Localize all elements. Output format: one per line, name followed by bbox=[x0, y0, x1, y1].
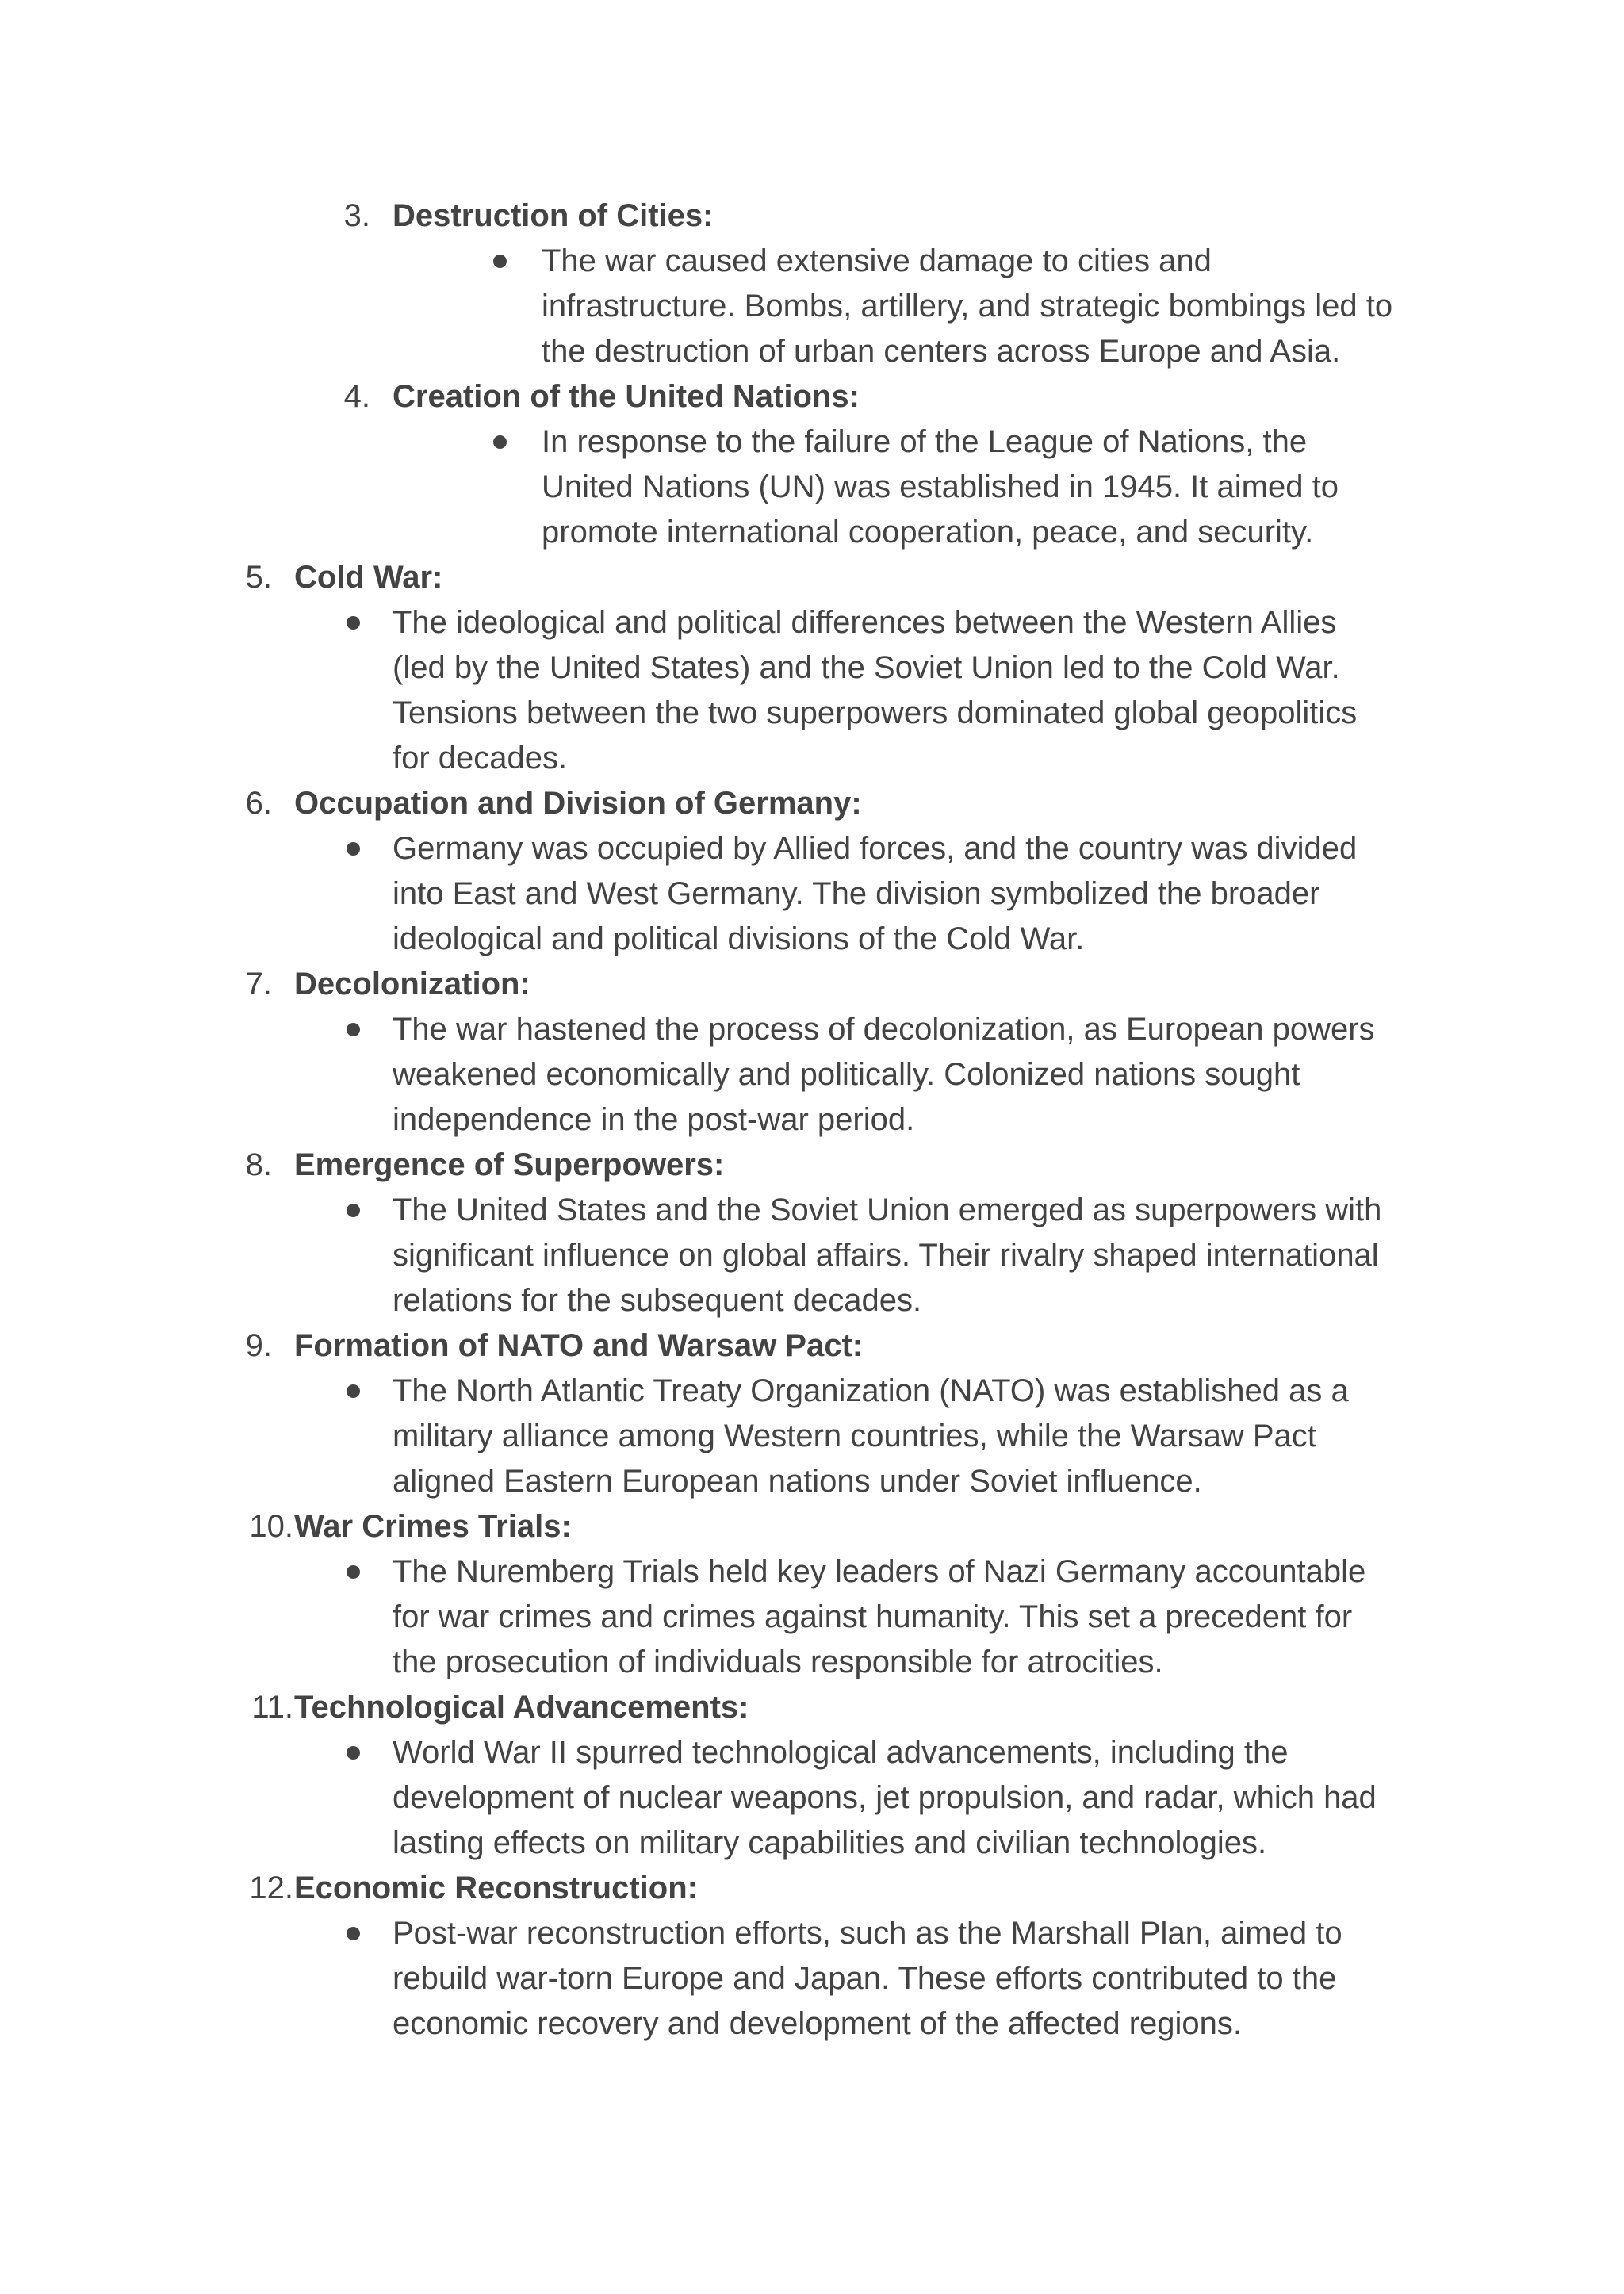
item-description: The North Atlantic Treaty Organization (NATO) was established as a military alliance among Western countries, while the Warsaw Pact aligned Eastern European nations under Soviet influence. bbox=[393, 1373, 1349, 1499]
bullet-icon bbox=[347, 1565, 360, 1579]
item-heading: Economic Reconstruction: bbox=[294, 1871, 698, 1905]
item-description: The war hastened the process of decolonization, as European powers weakened economically and politically. Colonized nations sought independence in the post-war period. bbox=[393, 1012, 1375, 1137]
item-heading: Formation of NATO and Warsaw Pact: bbox=[294, 1328, 864, 1363]
item-number: 5. bbox=[245, 560, 272, 595]
bullet-icon bbox=[347, 1746, 360, 1760]
item-heading: Technological Advancements: bbox=[294, 1690, 749, 1725]
item-heading: Decolonization: bbox=[294, 967, 530, 1001]
item-number: 12. bbox=[249, 1871, 293, 1905]
bullet-icon bbox=[347, 616, 360, 630]
item-number: 6. bbox=[245, 786, 272, 821]
item-number: 3. bbox=[343, 198, 370, 233]
item-description: World War II spurred technological advancements, including the development of nuclear weapons, jet propulsion, and radar, which had lasting effects on military capabilities and civilian technologies. bbox=[393, 1735, 1377, 1860]
item-heading: Creation of the United Nations: bbox=[393, 379, 860, 414]
item-description: The United States and the Soviet Union emerged as superpowers with significant influence on global affairs. Their rivalry shaped international relations for the subsequent decades. bbox=[393, 1193, 1382, 1318]
bullet-icon bbox=[493, 435, 507, 449]
item-heading: Destruction of Cities: bbox=[393, 198, 714, 233]
item-heading: Cold War: bbox=[294, 560, 443, 595]
item-heading: Occupation and Division of Germany: bbox=[294, 786, 862, 821]
item-description: The Nuremberg Trials held key leaders of Nazi Germany accountable for war crimes and crimes against humanity. This set a precedent for the prosecution of individuals responsible for atrocities. bbox=[393, 1554, 1366, 1679]
item-description: The ideological and political differences between the Western Allies (led by the United States) and the Soviet Union led to the Cold War. Tensions between the two superpowers dominated global geopolitics for decades. bbox=[393, 605, 1358, 776]
item-number: 7. bbox=[245, 967, 272, 1001]
item-description: Germany was occupied by Allied forces, and the country was divided into East and West Germany. The division symbolized the broader ideological and political divisions of the Cold War. bbox=[393, 831, 1358, 956]
item-heading: Emergence of Superpowers: bbox=[294, 1147, 725, 1182]
item-number: 4. bbox=[343, 379, 370, 414]
item-number: 9. bbox=[245, 1328, 272, 1363]
item-number: 11. bbox=[251, 1690, 293, 1725]
bullet-icon bbox=[347, 842, 360, 856]
item-description: In response to the failure of the League of Nations, the United Nations (UN) was established in 1945. It aimed to promote international cooperation, peace, and security. bbox=[542, 424, 1339, 550]
item-description: Post-war reconstruction efforts, such as the Marshall Plan, aimed to rebuild war-torn Europe and Japan. These efforts contributed to the economic recovery and development of the affected regions. bbox=[393, 1916, 1342, 2041]
bullet-icon bbox=[347, 1384, 360, 1398]
bullet-icon bbox=[347, 1927, 360, 1940]
item-number: 8. bbox=[245, 1147, 272, 1182]
bullet-icon bbox=[493, 255, 507, 268]
bullet-icon bbox=[347, 1204, 360, 1217]
bullet-icon bbox=[347, 1023, 360, 1036]
item-number: 10. bbox=[249, 1509, 293, 1544]
item-heading: War Crimes Trials: bbox=[294, 1509, 572, 1544]
item-description: The war caused extensive damage to cities and infrastructure. Bombs, artillery, and strategic bombings led to the destruction of urban centers across Europe and Asia. bbox=[542, 243, 1393, 369]
